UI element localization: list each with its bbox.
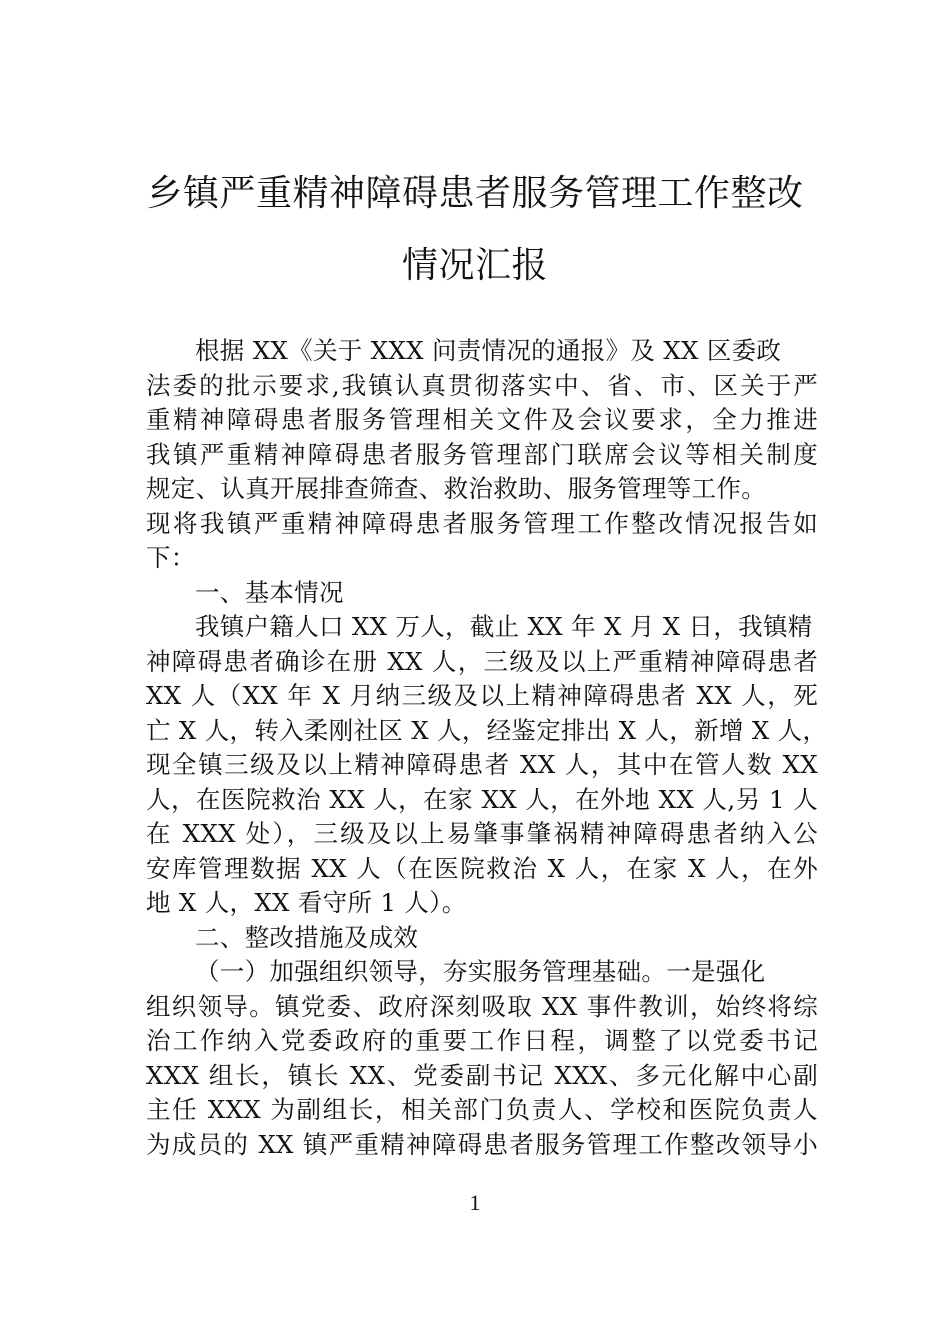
- body-line: 根据 XX《关于 XXX 问责情况的通报》及 XX 区委政: [195, 336, 782, 365]
- body-line: 人，在医院救治 XX 人，在家 XX 人，在外地 XX 人,另 1 人: [146, 784, 818, 814]
- body-line: 为成员的 XX 镇严重精神障碍患者服务管理工作整改领导小: [146, 1129, 818, 1159]
- body-line: XXX 组长，镇长 XX、党委副书记 XXX、多元化解中心副: [146, 1060, 818, 1090]
- body-line: 现将我镇严重精神障碍患者服务管理工作整改情况报告如: [146, 508, 818, 538]
- body-line: 治工作纳入党委政府的重要工作日程，调整了以党委书记: [146, 1026, 818, 1055]
- body-line: 主任 XXX 为副组长，相关部门负责人、学校和医院负责人: [146, 1095, 818, 1124]
- body-line: 现全镇三级及以上精神障碍患者 XX 人，其中在管人数 XX: [146, 750, 818, 779]
- page-number: 1: [469, 1190, 481, 1215]
- body-line: 下：: [146, 543, 196, 572]
- document-title-line-2: 情况汇报: [401, 245, 548, 286]
- body-line: 我镇严重精神障碍患者服务管理部门联席会议等相关制度: [146, 439, 818, 469]
- body-line: 规定、认真开展排查筛查、救治救助、服务管理等工作。: [146, 474, 766, 503]
- body-line: 重精神障碍患者服务管理相关文件及会议要求，全力推进: [146, 405, 818, 434]
- body-line: 法委的批示要求,我镇认真贯彻落实中、省、市、区关于严: [146, 370, 818, 400]
- section-heading: 二、整改措施及成效: [195, 922, 419, 952]
- document-body: [146, 334, 828, 1162]
- body-line: （一）加强组织领导，夯实服务管理基础。一是强化: [195, 957, 766, 986]
- body-line: 地 X 人，XX 看守所 1 人）。: [146, 888, 467, 917]
- body-line: 神障碍患者确诊在册 XX 人，三级及以上严重精神障碍患者: [146, 646, 818, 676]
- body-line: 在 XXX 处），三级及以上易肇事肇祸精神障碍患者纳入公: [146, 819, 818, 848]
- section-heading: 一、基本情况: [195, 577, 344, 607]
- body-line: 亡 X 人，转入柔刚社区 X 人，经鉴定排出 X 人，新增 X 人，: [146, 715, 828, 745]
- body-line: 组织领导。镇党委、政府深刻吸取 XX 事件教训，始终将综: [146, 991, 818, 1021]
- body-line: 我镇户籍人口 XX 万人，截止 XX 年 X 月 X 日，我镇精: [195, 612, 813, 641]
- body-line: XX 人（XX 年 X 月纳三级及以上精神障碍患者 XX 人，死: [146, 681, 818, 710]
- body-line: 安库管理数据 XX 人（在医院救治 X 人，在家 X 人，在外: [146, 853, 818, 883]
- document-title-line-1: 乡镇严重精神障碍患者服务管理工作整改: [146, 173, 804, 214]
